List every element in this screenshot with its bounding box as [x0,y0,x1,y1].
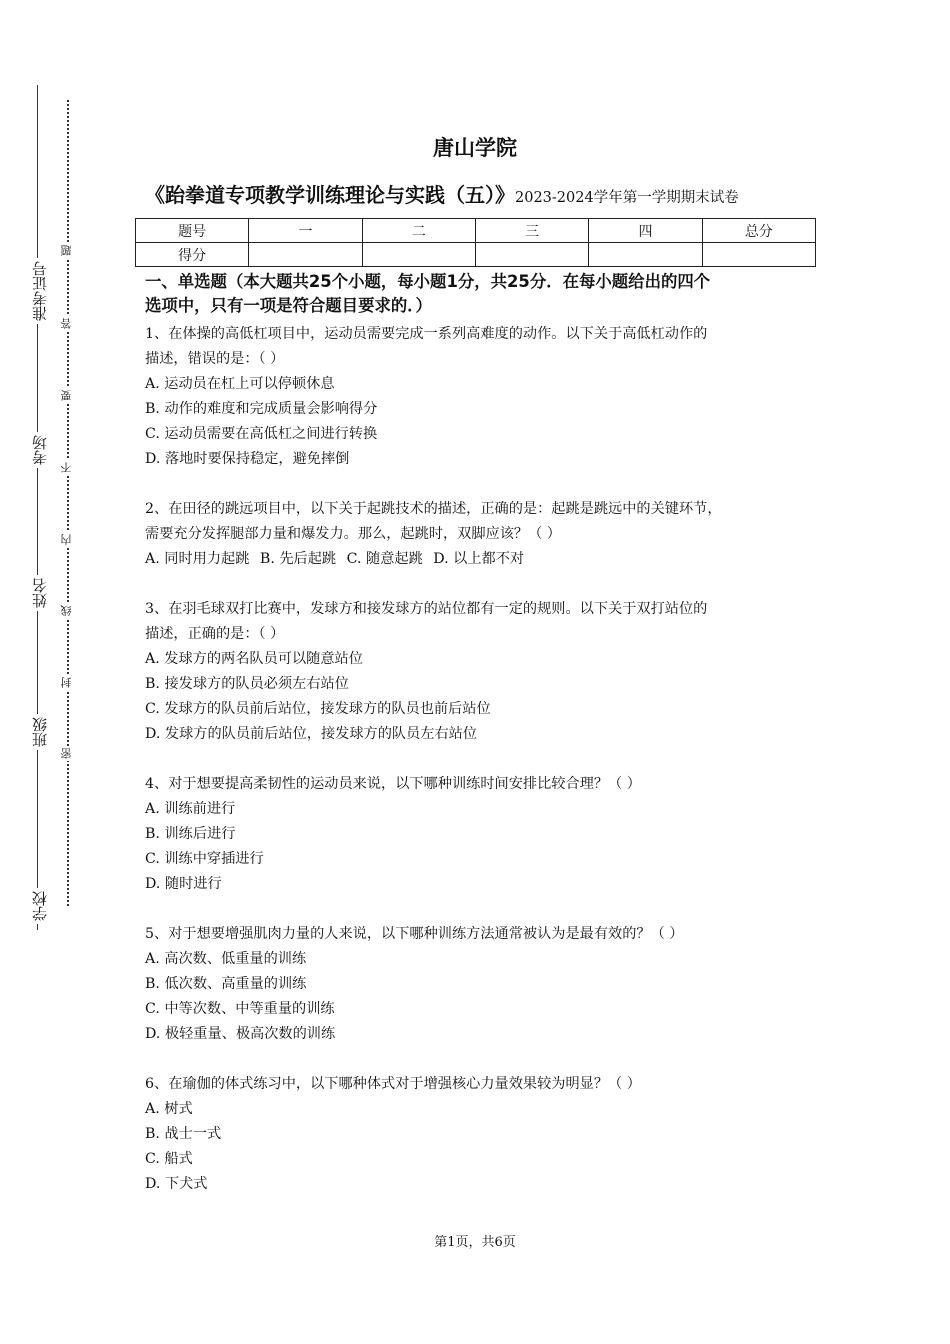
seal-char: 要 [60,390,73,401]
score-cell: 四 [589,219,702,243]
option: B. 接发球方的队员必须左右站位 [145,676,349,692]
inline-options [145,547,825,572]
option: B. 先后起跳 [259,551,337,567]
score-cell: 题号 [136,219,249,243]
seal-char: 不 [60,462,73,473]
option: D. 随时进行 [145,876,222,892]
option: A. 训练前进行 [145,801,236,817]
option: D. 极轻重量、极高次数的训练 [145,1026,336,1042]
score-cell: 二 [362,219,475,243]
option: A. 树式 [145,1101,193,1117]
option: C. 中等次数、中等重量的训练 [145,1001,335,1017]
score-cell: 总分 [702,219,815,243]
question-6 [145,1072,825,1197]
score-cell [362,243,475,267]
seal-char: 线 [60,605,73,616]
option: B. 低次数、高重量的训练 [145,976,307,992]
seal-char: 密 [60,748,73,759]
question-stem: 需要充分发挥腿部力量和爆发力。那么，起跳时，双脚应该？（ ） [145,526,561,542]
exam-content [145,270,825,1222]
score-table-score-row [136,243,816,267]
option: C. 船式 [145,1151,193,1167]
question-3 [145,597,825,747]
option: B. 训练后进行 [145,826,236,842]
question-5 [145,922,825,1047]
seal-char: 内 [60,534,73,545]
option: A. 高次数、低重量的训练 [145,951,307,967]
option: A. 发球方的两名队员可以随意站位 [145,651,363,667]
seal-char: 答 [60,318,73,329]
binding-label-exam-number: 准考证号 [33,258,48,324]
score-cell: 三 [475,219,588,243]
question-stem: 1、在体操的高低杠项目中，运动员需要完成一系列高难度的动作。以下关于高低杠动作的 [145,326,708,342]
option: A. 同时用力起跳 [145,551,250,567]
question-2 [145,497,825,572]
question-stem: 4、对于想要提高柔韧性的运动员来说，以下哪种训练时间安排比较合理？（ ） [145,776,641,792]
course-name: 《跆拳道专项教学训练理论与实践（五）》 [145,183,515,207]
page-footer: 第1页，共6页 [434,1235,516,1250]
question-stem: 描述，正确的是：（ ） [145,626,285,642]
binding-label-class: 班级 [33,714,48,750]
school-title: 唐山学院 [433,136,517,160]
question-stem: 3、在羽毛球双打比赛中，发球方和接发球方的站位都有一定的规则。以下关于双打站位的 [145,601,708,617]
score-table [135,218,816,267]
binding-label-school: 学校 [33,888,48,924]
exam-term: 2023-2024学年第一学期期末试卷 [515,190,739,206]
score-cell [249,243,362,267]
score-cell [589,243,702,267]
option: C. 训练中穿插进行 [145,851,264,867]
exam-title [145,179,739,208]
score-cell: 一 [249,219,362,243]
seal-char: 封 [60,677,73,688]
option: B. 战士一式 [145,1126,222,1142]
option: D. 发球方的队员前后站位，接发球方的队员左右站位 [145,726,478,742]
score-cell [702,243,815,267]
score-cell [475,243,588,267]
question-stem: 6、在瑜伽的体式练习中，以下哪种体式对于增强核心力量效果较为明显？（ ） [145,1076,641,1092]
option: C. 随意起跳 [346,551,423,567]
question-4 [145,772,825,897]
option: C. 运动员需要在高低杠之间进行转换 [145,426,378,442]
option: A. 运动员在杠上可以停顿休息 [145,376,335,392]
binding-solid-line [37,85,38,930]
binding-margin [0,0,110,1344]
question-stem: 2、在田径的跳远项目中，以下关于起跳技术的描述，正确的是：起跳是跳远中的关键环节， [145,501,722,517]
option: C. 发球方的队员前后站位，接发球方的队员也前后站位 [145,701,491,717]
binding-label-exam-room: 考场 [33,432,48,468]
section-heading [145,270,825,318]
seal-char: 题 [60,245,73,256]
section-heading-line: 选项中，只有一项是符合题目要求的．） [145,296,432,315]
question-stem: 描述，错误的是：（ ） [145,351,285,367]
option: D. 落地时要保持稳定，避免摔倒 [145,451,350,467]
binding-label-name: 姓名 [33,575,48,611]
question-1 [145,322,825,472]
option: D. 以上都不对 [433,551,525,567]
score-cell: 得分 [136,243,249,267]
score-table-header-row [136,219,816,243]
option: D. 下犬式 [145,1176,208,1192]
section-heading-line: 一、单选题（本大题共25个小题，每小题1分，共25分．在每小题给出的四个 [145,272,711,291]
option: B. 动作的难度和完成质量会影响得分 [145,401,378,417]
question-stem: 5、对于想要增强肌肉力量的人来说，以下哪种训练方法通常被认为是最有效的？（ ） [145,926,684,942]
binding-dotted-line [67,100,69,906]
